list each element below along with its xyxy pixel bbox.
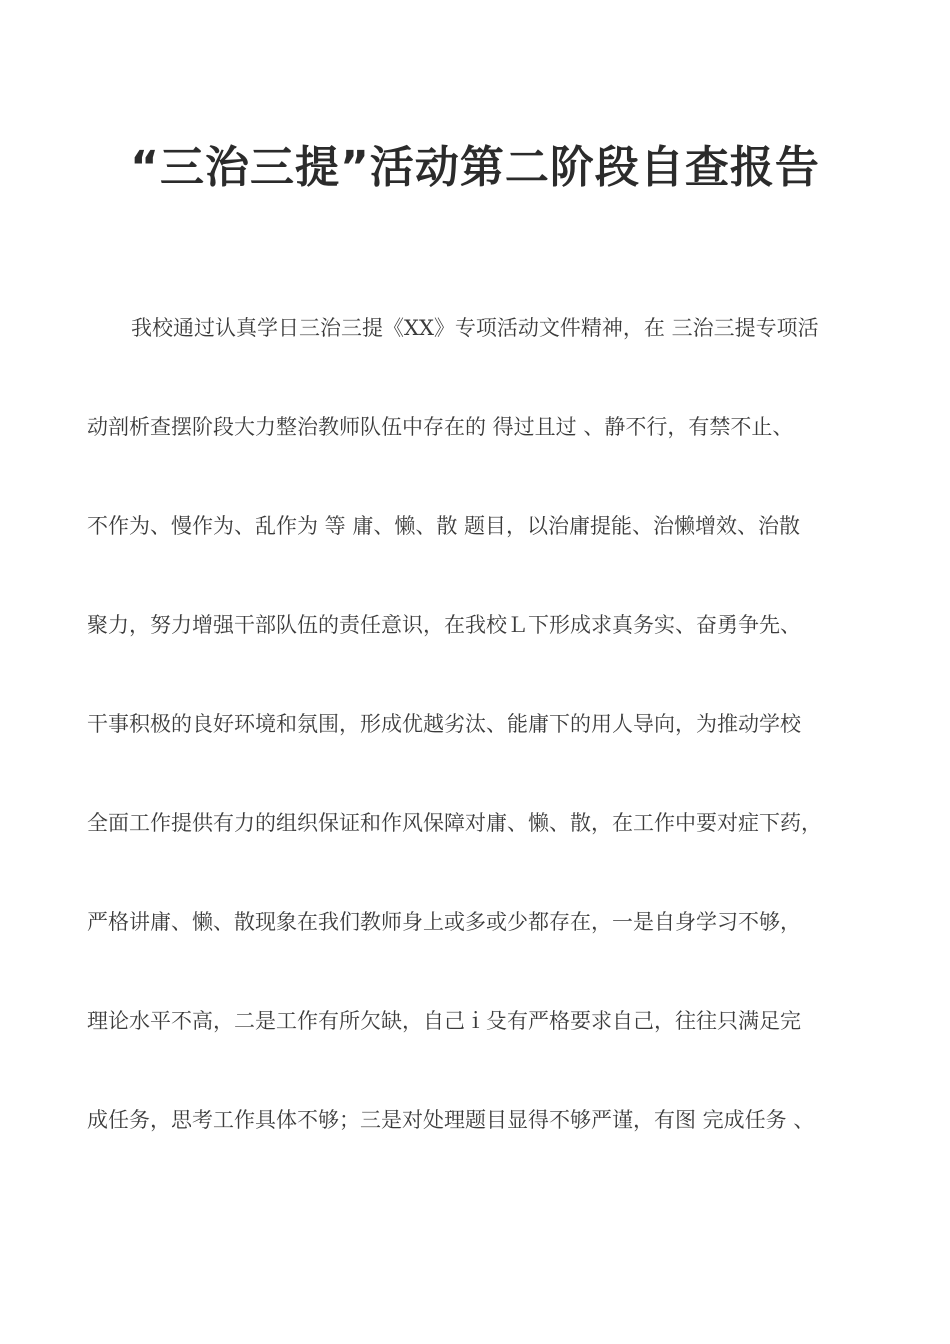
paragraph-line: 成任务，思考工作具体不够；三是对处理题目显得不够严谨，有图 完成任务 、 [87, 1108, 815, 1132]
paragraph-line: 我校通过认真学日三治三提《XX》专项活动文件精神，在 三治三提专项活 [131, 316, 819, 340]
document-title: “三治三提”活动第二阶段自查报告 [130, 142, 820, 193]
paragraph-line: 聚力，努力增强干部队伍的责任意识，在我校Ｌ下形成求真务实、奋勇争先、 [87, 613, 801, 637]
paragraph-line: 干事积极的良好环境和氛围，形成优越劣汰、能庸下的用人导向，为推动学校 [87, 712, 801, 736]
paragraph-line: 不作为、慢作为、乱作为 等 庸、懒、散 题目，以治庸提能、治懒增效、治散 [87, 514, 801, 538]
paragraph-line: 严格讲庸、懒、散现象在我们教师身上或多或少都存在，一是自身学习不够， [87, 910, 801, 934]
paragraph-line: 动剖析查摆阶段大力整治教师队伍中存在的 得过且过 、静不行，有禁不止、 [87, 415, 794, 439]
paragraph-line: 全面工作提供有力的组织保证和作风保障对庸、懒、散，在工作中要对症下药， [87, 811, 822, 835]
paragraph-line: 理论水平不高，二是工作有所欠缺，自己ｉ殳有严格要求自己，往往只满足完 [87, 1009, 801, 1033]
document-body [87, 306, 857, 1197]
